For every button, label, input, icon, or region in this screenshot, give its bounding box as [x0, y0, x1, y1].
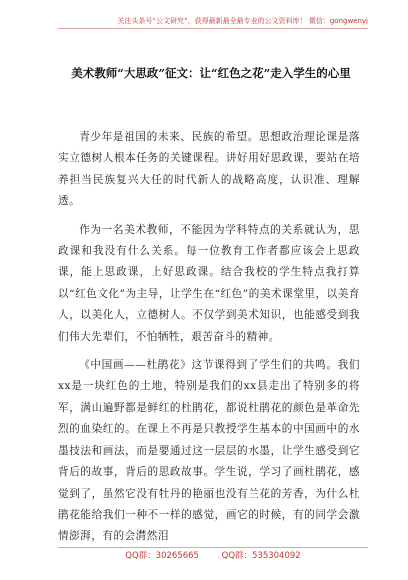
- footer-qq-group-1: QQ群：30265665: [125, 551, 199, 561]
- document-title: 美术教师“大思政”征文：让“红色之花”走入学生的心里: [71, 66, 351, 80]
- header-banner: 关注头条号“公文研究”，获得最新最全最专业的公文资料库！ 微信：gongwenyj: [58, 14, 368, 29]
- footer-bar: [58, 547, 368, 564]
- paragraph: 《中国画——杜鹃花》这节课得到了学生们的共鸣。我们xx是一块红色的土地，特别是我们的xx县走出了特别多的将军，满山遍野都是鲜红的杜鹃花，都说杜鹃花的颜色是革命先烈的血染红的。在课上不再是只教授学生基本的中国画中的水墨技法和画法，而是要通过这一层层的水墨，让学生感受到它背后的故事，背后的思政故事。学生说，学习了画杜鹃花，感觉到了，虽然它没有牡丹的艳丽也没有兰花的芳香，为什么杜鹃花能给我们一种不一样的感觉，画它的时候，有的同学会激情澎湃，有的会潸然泪: [58, 359, 360, 543]
- footer-qq-group-2: QQ群：535304092: [221, 551, 301, 561]
- document-body: [58, 127, 360, 555]
- paragraph: 青少年是祖国的未来、民族的希望。思想政治理论课是落实立德树人根本任务的关键课程。讲好用好思政课，要站在培养担当民族复兴大任的时代新人的战略高度，认识准、理解透。: [58, 131, 360, 208]
- paragraph: 作为一名美术教师，不能因为学科特点的关系就认为，思政课和我没有什么关系。每一位教育工作者都应该会上思政课，能上思政课，上好思政课。结合我校的学生特点我打算以“红色文化”为主导，让学生在“红色”的美术课堂里，以美育人，以美化人，立德树人。不仅学到美术知识，也能感受到我们伟大先辈们，不怕牺牲，艰苦奋斗的精神。: [58, 223, 360, 343]
